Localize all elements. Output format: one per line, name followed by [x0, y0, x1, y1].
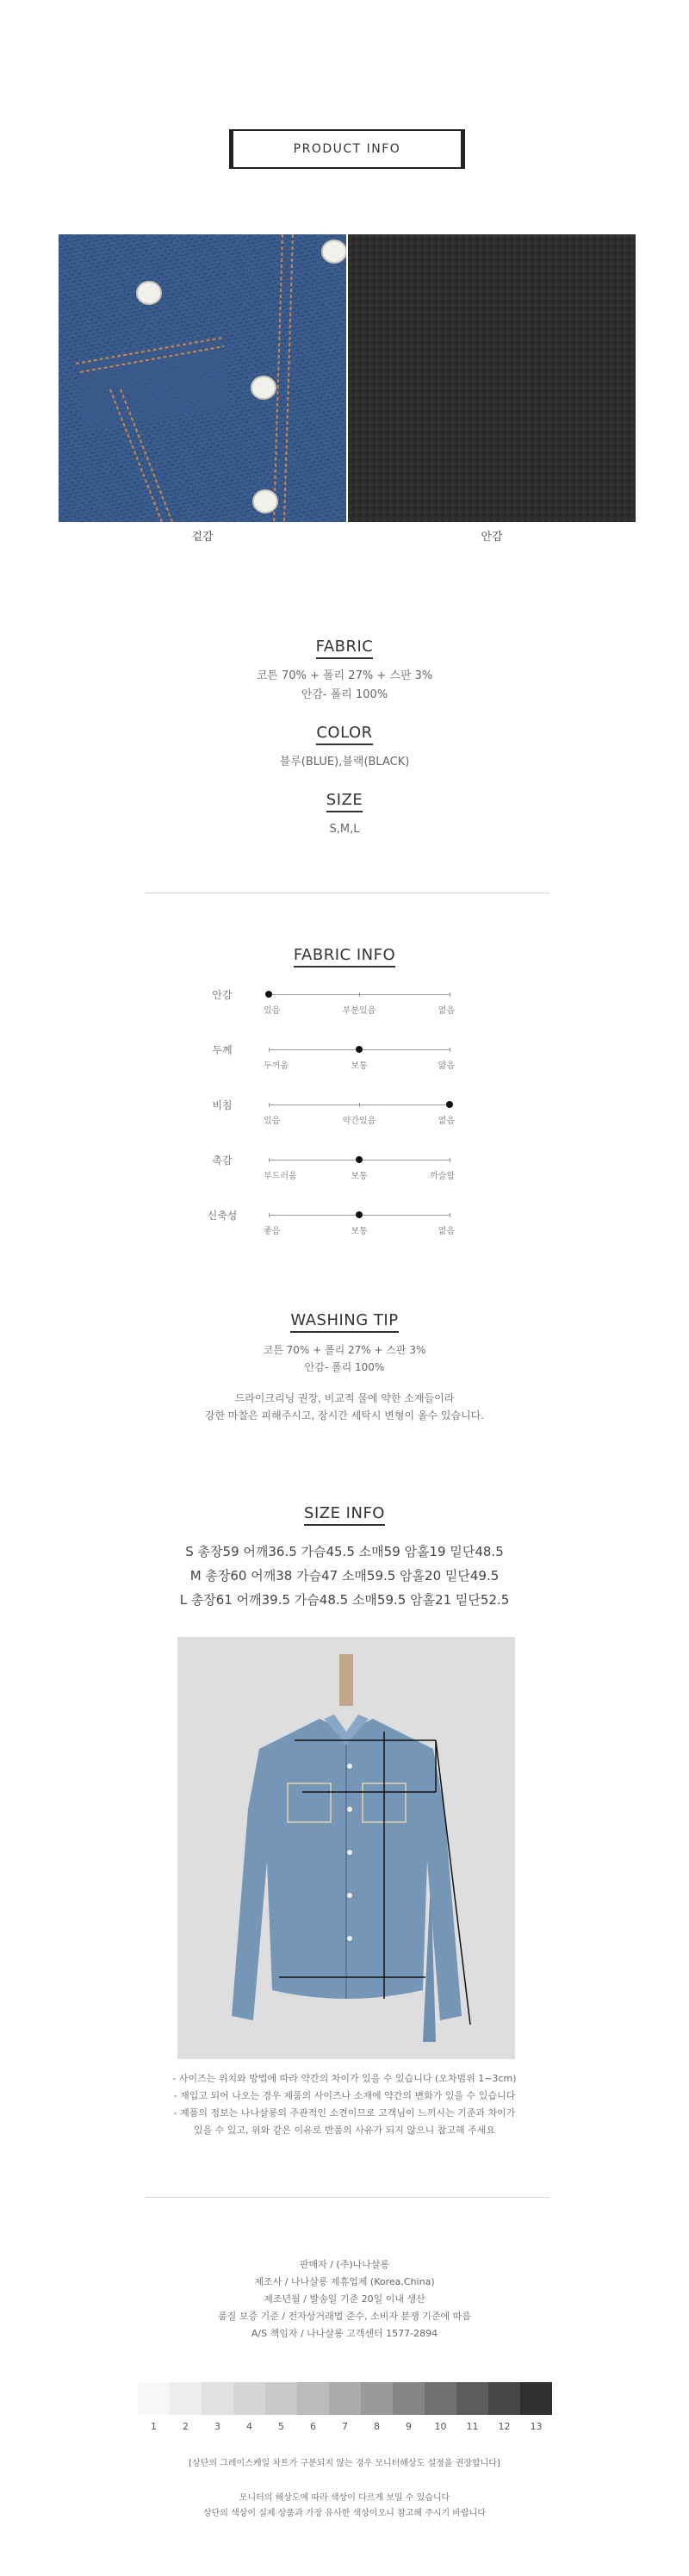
fabric-info-option: 두꺼움 [264, 1061, 289, 1071]
washing-line-1: 코튼 70% + 폴리 27% + 스판 3% [263, 1344, 426, 1356]
footer-line-1: 모니터의 해상도에 따라 색상이 다르게 보일 수 있습니다 [239, 2493, 450, 2503]
fabric-info-row-label: 안감 [212, 989, 233, 1001]
grayscale-swatch-number: 11 [466, 2421, 479, 2432]
fabric-info-option: 얇음 [438, 1061, 455, 1071]
outer-fabric-caption: 겉감 [191, 531, 214, 544]
fabric-info-selected-dot [356, 1046, 363, 1053]
size-title: SIZE [0, 791, 689, 809]
fabric-info-selected-dot [265, 991, 272, 998]
grayscale-swatch-number: 9 [406, 2421, 412, 2432]
fabric-info-tick [269, 1048, 270, 1052]
size-measurement-photo [177, 1637, 515, 2059]
fabric-info-option: 없음 [438, 1227, 455, 1236]
color-title: COLOR [0, 724, 689, 742]
fabric-info-row-label: 두께 [212, 1044, 233, 1056]
fabric-info-selected-dot [356, 1156, 363, 1163]
grayscale-swatch [488, 2382, 520, 2415]
washing-line-2: 안감- 폴리 100% [304, 1361, 385, 1373]
size-note-4: 있을 수 있고, 위와 같은 이유로 반품의 사유가 되지 않으니 참고해 주세요 [193, 2125, 496, 2136]
seller-line-4: 품질 보증 기준 / 전자상거래법 준수, 소비자 분쟁 기준에 따름 [218, 2311, 471, 2322]
washing-tip-title: WASHING TIP [0, 1311, 689, 1329]
grayscale-swatch [456, 2382, 488, 2415]
fabric-info-tick [359, 1103, 360, 1107]
size-row-s: S 총장59 어깨36.5 가슴45.5 소매59 암홀19 밑단48.5 [185, 1544, 504, 1559]
grayscale-swatch-number: 12 [498, 2421, 511, 2432]
fabric-info-option: 있음 [264, 1006, 281, 1016]
grayscale-swatch [233, 2382, 265, 2415]
grayscale-swatch-number: 2 [183, 2421, 189, 2432]
fabric-info-option: 부분있음 [342, 1006, 376, 1016]
fabric-info-selected-dot [356, 1211, 363, 1218]
grayscale-swatch-number: 1 [151, 2421, 157, 2432]
inner-fabric-caption: 안감 [481, 531, 503, 544]
fabric-info-option: 없음 [438, 1006, 455, 1016]
grayscale-note: [상단의 그레이스케일 차트가 구분되지 않는 경우 모니터해상도 설정을 권장합니다] [189, 2459, 500, 2468]
grayscale-swatch-number: 13 [530, 2421, 543, 2432]
fabric-info-tick [269, 1213, 270, 1217]
fabric-info-option: 부드러움 [264, 1172, 297, 1181]
grayscale-swatch [202, 2382, 233, 2415]
grayscale-swatch [265, 2382, 297, 2415]
grayscale-swatch [297, 2382, 329, 2415]
outer-fabric-photo [59, 234, 346, 522]
seller-line-1: 판매자 / (주)나나살롱 [299, 2259, 390, 2270]
washing-line-4: 강한 마찰은 피해주시고, 장시간 세탁시 변형이 올수 있습니다. [204, 1409, 485, 1422]
grayscale-swatch-number: 3 [214, 2421, 220, 2432]
fabric-info-track [269, 1104, 450, 1105]
size-info-title: SIZE INFO [0, 1504, 689, 1522]
grayscale-swatch [329, 2382, 361, 2415]
grayscale-swatch-number: 6 [310, 2421, 316, 2432]
fabric-info-option: 보통 [351, 1227, 368, 1236]
fabric-info-selected-dot [446, 1101, 453, 1108]
size-note-2: - 재입고 되어 나오는 경우 제품의 사이즈나 소재에 약간의 변화가 있을 수 있습니다 [173, 2090, 516, 2101]
fabric-line-2: 안감- 폴리 100% [301, 688, 388, 701]
grayscale-swatch-number: 5 [278, 2421, 284, 2432]
color-value: 블루(BLUE),블랙(BLACK) [279, 756, 410, 768]
fabric-info-track [269, 1049, 450, 1050]
footer-line-2: 상단의 색상이 실제 상품과 가장 유사한 색상이오니 참고해 주시기 바랍니다 [202, 2509, 487, 2518]
fabric-info-tick [269, 1103, 270, 1107]
grayscale-swatch-number: 8 [374, 2421, 380, 2432]
fabric-info-row-label: 비침 [212, 1099, 233, 1111]
fabric-info-tick [269, 1158, 270, 1162]
inner-fabric-photo [348, 234, 636, 522]
seller-line-3: 제조년월 / 발송일 기준 20일 이내 생산 [264, 2293, 425, 2305]
grayscale-swatch [138, 2382, 170, 2415]
divider [145, 2197, 549, 2198]
size-row-l: L 총장61 어깨39.5 가슴48.5 소매59.5 암홀21 밑단52.5 [179, 1592, 510, 1608]
fabric-title: FABRIC [0, 638, 689, 656]
grayscale-swatch [520, 2382, 552, 2415]
size-row-m: M 총장60 어깨38 가슴47 소매59.5 암홀20 밑단49.5 [189, 1568, 500, 1584]
fabric-info-title: FABRIC INFO [0, 946, 689, 964]
grayscale-swatch [393, 2382, 425, 2415]
fabric-info-row-label: 신축성 [207, 1210, 238, 1222]
fabric-info-row-label: 촉감 [212, 1154, 233, 1167]
fabric-info-track [269, 1215, 450, 1216]
fabric-info-option: 보통 [351, 1172, 368, 1181]
size-value: S,M,L [329, 823, 360, 836]
size-note-3: - 제품의 정보는 나나살롱의 주관적인 소견이므로 고객님이 느끼시는 기준과 차이가 [173, 2107, 516, 2119]
grayscale-swatch-number: 10 [434, 2421, 447, 2432]
grayscale-swatch-number: 4 [246, 2421, 252, 2432]
fabric-info-option: 없음 [438, 1117, 455, 1126]
fabric-info-tick [359, 992, 360, 997]
seller-line-2: 제조사 / 나나살롱 제휴업체 (Korea,China) [254, 2276, 435, 2287]
fabric-info-option: 좋음 [264, 1227, 281, 1236]
fabric-info-option: 있음 [264, 1117, 281, 1126]
washing-line-3: 드라이크리닝 권장, 비교적 물에 약한 소재들이라 [234, 1392, 455, 1404]
size-note-1: - 사이즈는 위치와 방법에 따라 약간의 차이가 있을 수 있습니다 (오차범위 1~3cm) [172, 2073, 517, 2084]
fabric-info-option: 약간있음 [342, 1117, 376, 1126]
fabric-line-1: 코튼 70% + 폴리 27% + 스판 3% [256, 669, 433, 682]
seller-line-5: A/S 책임자 / 나나살롱 고객센터 1577-2894 [251, 2328, 438, 2339]
product-info-heading: PRODUCT INFO [229, 129, 465, 169]
grayscale-swatch-number: 7 [342, 2421, 348, 2432]
fabric-info-track [269, 994, 450, 995]
fabric-info-option: 보통 [351, 1061, 368, 1071]
grayscale-swatch [425, 2382, 456, 2415]
grayscale-swatch [361, 2382, 393, 2415]
fabric-info-option: 까슬함 [430, 1172, 455, 1181]
grayscale-swatch [170, 2382, 202, 2415]
